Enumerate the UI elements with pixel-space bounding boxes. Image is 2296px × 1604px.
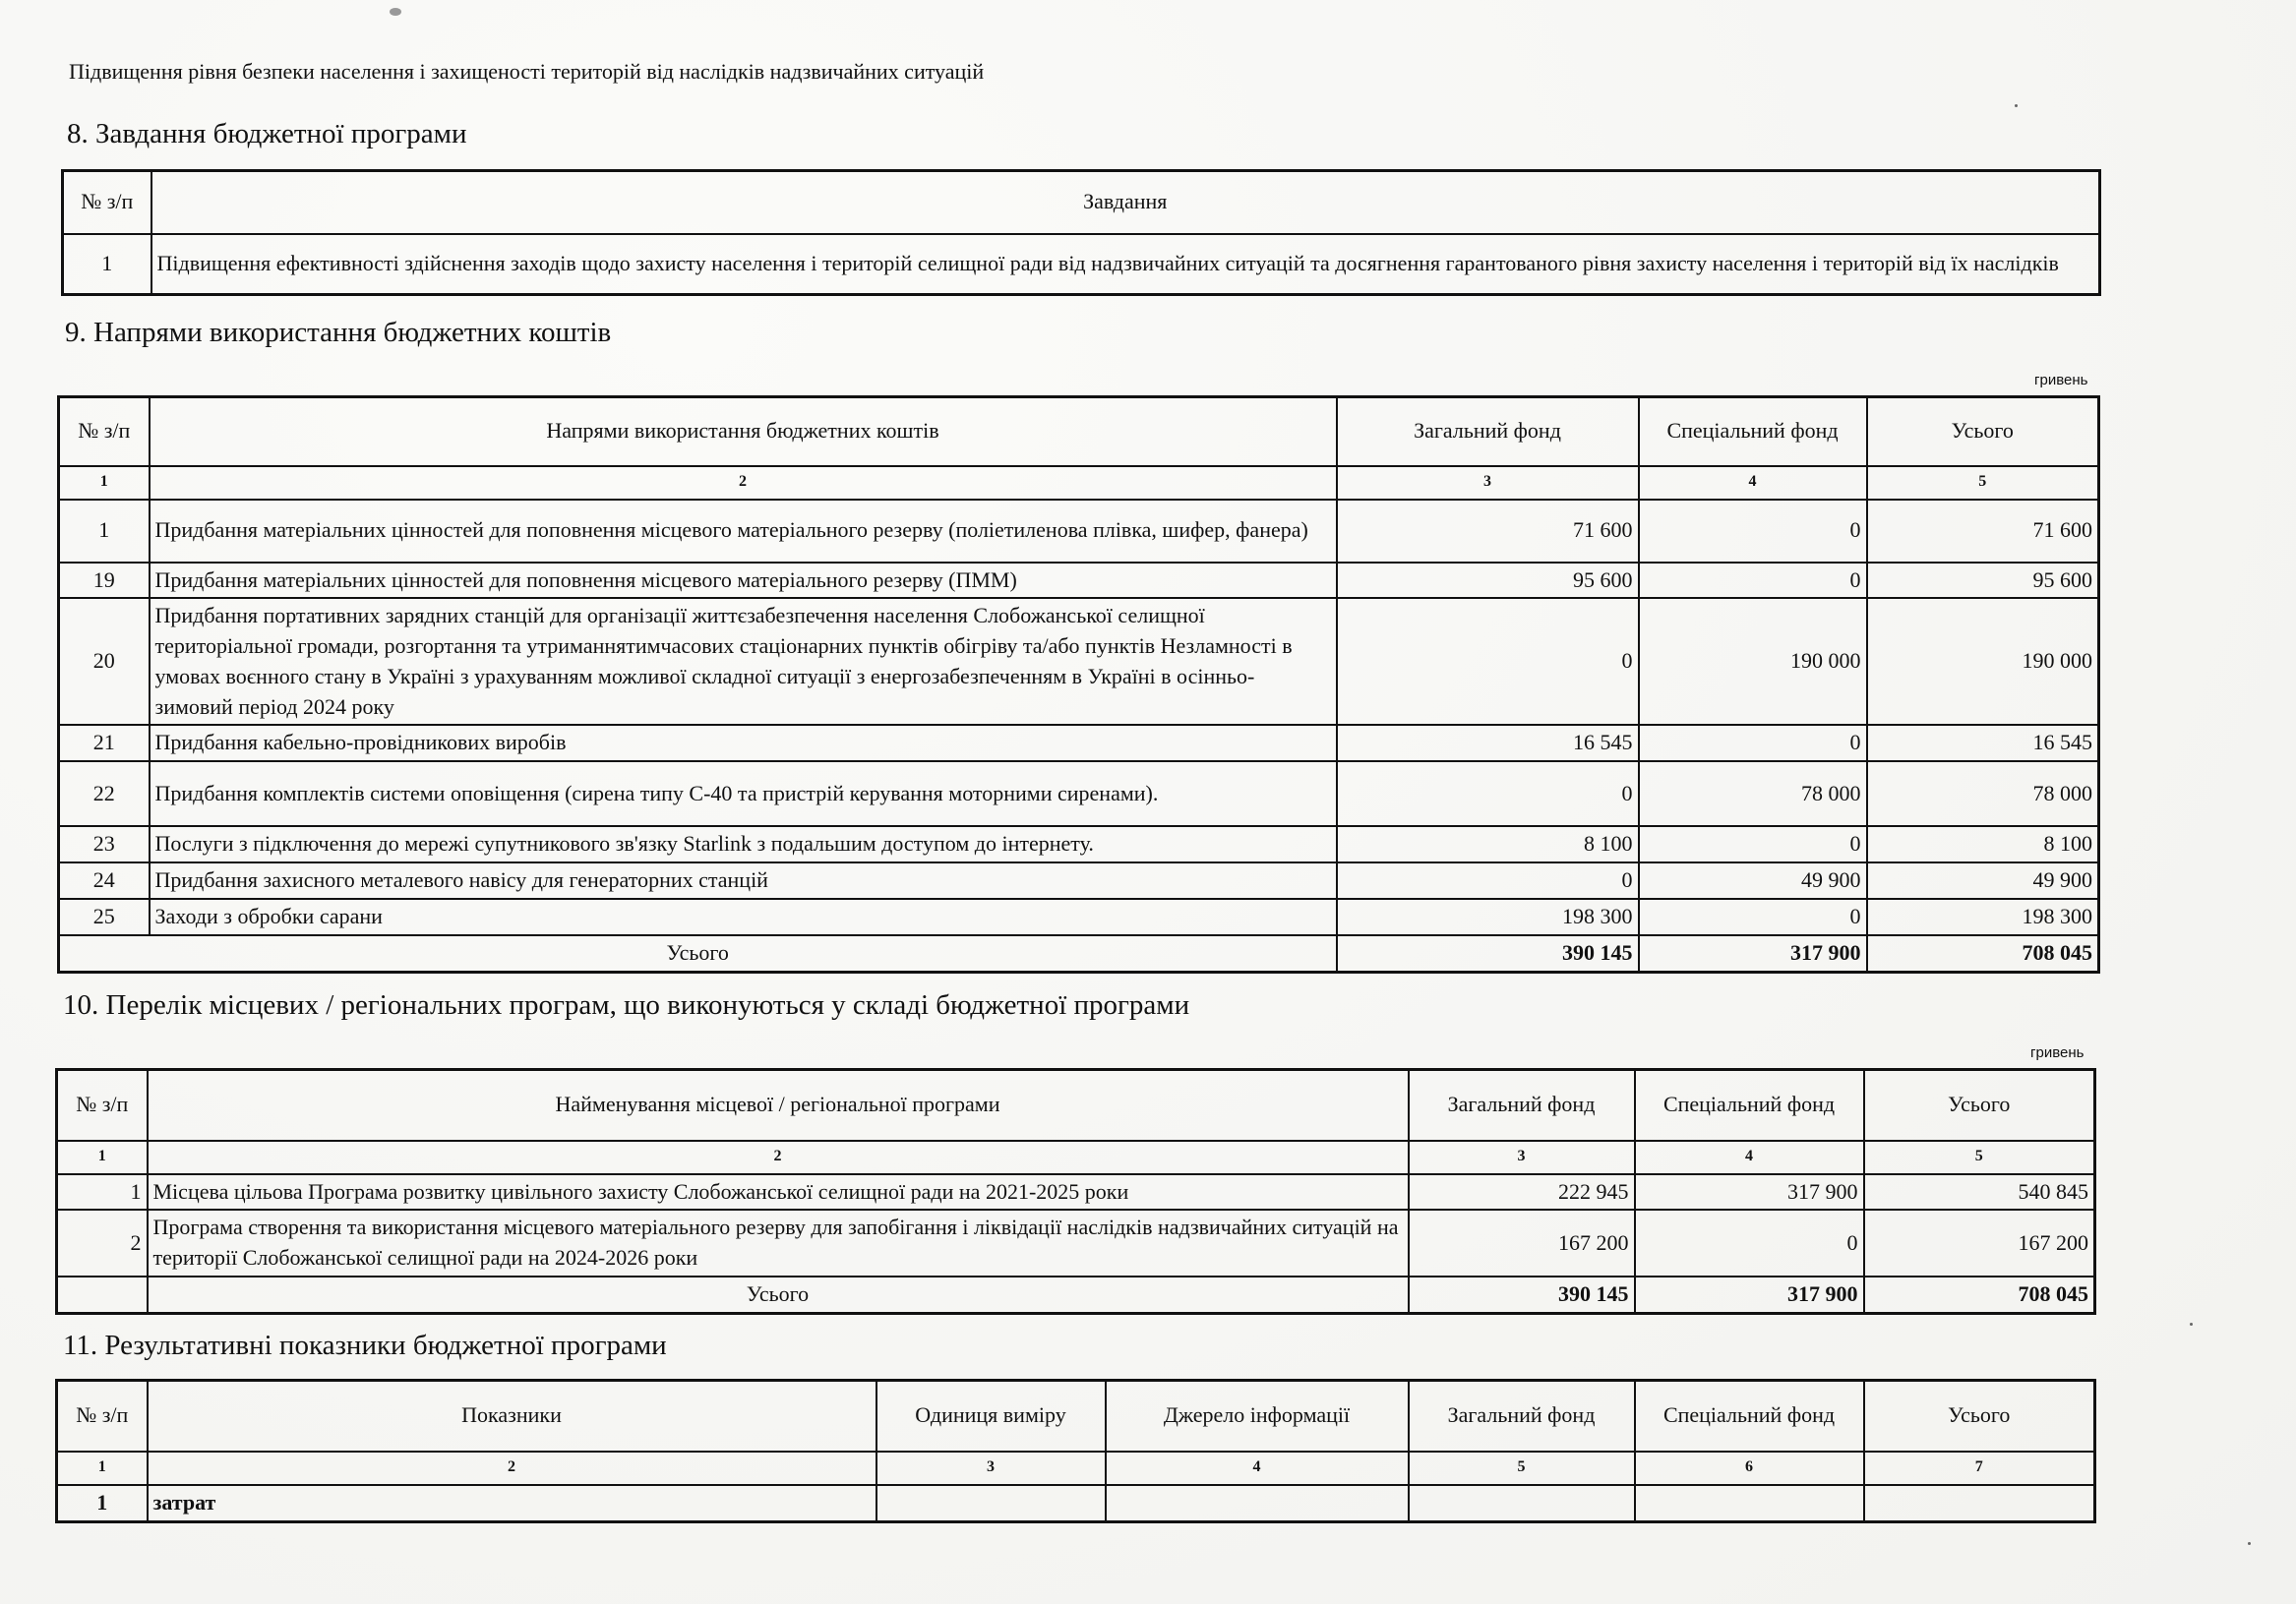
performance-indicators-table xyxy=(55,1379,2096,1523)
row-num: 22 xyxy=(59,761,150,826)
total-value: 49 900 xyxy=(1867,862,2099,899)
colnum-3: 3 xyxy=(876,1452,1106,1485)
col-header-special-fund: Спеціальний фонд xyxy=(1639,397,1867,466)
row-num: 1 xyxy=(57,1174,148,1211)
table-row xyxy=(59,563,2099,599)
programs-header-row xyxy=(57,1070,2095,1141)
direction-name: Придбання захисного металевого навісу для генераторних станцій xyxy=(150,862,1337,899)
table-row xyxy=(57,1210,2095,1277)
table-row xyxy=(59,862,2099,899)
row-num: 23 xyxy=(59,826,150,862)
scan-speck xyxy=(2190,1323,2193,1326)
special-fund-value: 0 xyxy=(1639,500,1867,563)
row-num: 2 xyxy=(57,1210,148,1277)
local-programs-table xyxy=(55,1068,2096,1315)
row-num: 24 xyxy=(59,862,150,899)
col-header-total: Усього xyxy=(1864,1381,2095,1452)
column-numbers-row xyxy=(59,466,2099,500)
col-header-total: Усього xyxy=(1864,1070,2095,1141)
direction-name: Придбання комплектів системи оповіщення (сирена типу С-40 та пристрій керування моторними сиренами). xyxy=(150,761,1337,826)
colnum-1: 1 xyxy=(57,1141,148,1174)
total-label: Усього xyxy=(148,1277,1409,1313)
row-num: 1 xyxy=(57,1485,148,1522)
unit-value xyxy=(876,1485,1106,1522)
row-num: 1 xyxy=(63,234,151,295)
total-row xyxy=(59,935,2099,972)
grand-total: 708 045 xyxy=(1867,935,2099,972)
colnum-1: 1 xyxy=(59,466,150,500)
total-empty-cell xyxy=(57,1277,148,1313)
section-8-title: 8. Завдання бюджетної програми xyxy=(67,118,467,149)
special-fund-value xyxy=(1635,1485,1864,1522)
special-fund-value: 0 xyxy=(1639,826,1867,862)
colnum-2: 2 xyxy=(150,466,1337,500)
general-fund-value xyxy=(1409,1485,1635,1522)
general-fund-total: 390 145 xyxy=(1337,935,1639,972)
table-row xyxy=(63,234,2100,295)
program-subtitle: Підвищення рівня безпеки населення і захищеності територій від наслідків надзвичайних ситуацій xyxy=(69,59,985,84)
table-row xyxy=(59,725,2099,761)
row-num: 19 xyxy=(59,563,150,599)
colnum-4: 4 xyxy=(1639,466,1867,500)
special-fund-total: 317 900 xyxy=(1639,935,1867,972)
special-fund-value: 0 xyxy=(1639,563,1867,599)
special-fund-total: 317 900 xyxy=(1635,1277,1864,1313)
total-value: 8 100 xyxy=(1867,826,2099,862)
colnum-6: 6 xyxy=(1635,1452,1864,1485)
row-num: 25 xyxy=(59,899,150,935)
section-10-title: 10. Перелік місцевих / регіональних програм, що виконуються у складі бюджетної програми xyxy=(63,989,1190,1021)
colnum-4: 4 xyxy=(1106,1452,1409,1485)
row-num: 21 xyxy=(59,725,150,761)
col-header-num: № з/п xyxy=(63,171,151,234)
scan-speck xyxy=(390,8,401,16)
direction-name: Придбання матеріальних цінностей для поповнення місцевого матеріального резерву (поліетиленова плівка, шифер, фанера) xyxy=(150,500,1337,563)
column-numbers-row xyxy=(57,1452,2095,1485)
col-header-special-fund: Спеціальний фонд xyxy=(1635,1381,1864,1452)
total-row xyxy=(57,1277,2095,1313)
indicator-name: затрат xyxy=(148,1485,876,1522)
directions-header-row xyxy=(59,397,2099,466)
col-header-task: Завдання xyxy=(151,171,2100,234)
special-fund-value: 49 900 xyxy=(1639,862,1867,899)
colnum-4: 4 xyxy=(1635,1141,1864,1174)
total-value: 95 600 xyxy=(1867,563,2099,599)
general-fund-value: 198 300 xyxy=(1337,899,1639,935)
colnum-3: 3 xyxy=(1409,1141,1635,1174)
direction-name: Послуги з підключення до мережі супутникового зв'язку Starlink з подальшим доступом до інтернету. xyxy=(150,826,1337,862)
general-fund-value: 167 200 xyxy=(1409,1210,1635,1277)
colnum-5: 5 xyxy=(1409,1452,1635,1485)
col-header-source: Джерело інформації xyxy=(1106,1381,1409,1452)
col-header-general-fund: Загальний фонд xyxy=(1337,397,1639,466)
table-row xyxy=(59,761,2099,826)
grand-total: 708 045 xyxy=(1864,1277,2095,1313)
budget-directions-table xyxy=(57,395,2100,974)
section-9-title: 9. Напрями використання бюджетних коштів xyxy=(65,317,612,348)
col-header-general-fund: Загальний фонд xyxy=(1409,1381,1635,1452)
colnum-1: 1 xyxy=(57,1452,148,1485)
general-fund-value: 16 545 xyxy=(1337,725,1639,761)
direction-name: Заходи з обробки сарани xyxy=(150,899,1337,935)
section-11-title: 11. Результативні показники бюджетної програми xyxy=(63,1330,667,1361)
col-header-num: № з/п xyxy=(57,1381,148,1452)
colnum-2: 2 xyxy=(148,1452,876,1485)
general-fund-total: 390 145 xyxy=(1409,1277,1635,1313)
table-row xyxy=(59,899,2099,935)
special-fund-value: 78 000 xyxy=(1639,761,1867,826)
direction-name: Придбання кабельно-провідникових виробів xyxy=(150,725,1337,761)
program-name: Програма створення та використання місцевого матеріального резерву для запобігання і ліквідації наслідків надзвичайних ситуацій на території Слобожанської селищної ради на 2024-2026 роки xyxy=(148,1210,1409,1277)
column-numbers-row xyxy=(57,1141,2095,1174)
direction-name: Придбання матеріальних цінностей для поповнення місцевого матеріального резерву (ПММ) xyxy=(150,563,1337,599)
total-value xyxy=(1864,1485,2095,1522)
colnum-3: 3 xyxy=(1337,466,1639,500)
col-header-special-fund: Спеціальний фонд xyxy=(1635,1070,1864,1141)
general-fund-value: 222 945 xyxy=(1409,1174,1635,1211)
total-value: 78 000 xyxy=(1867,761,2099,826)
special-fund-value: 0 xyxy=(1639,725,1867,761)
table-row xyxy=(57,1174,2095,1211)
total-value: 190 000 xyxy=(1867,598,2099,725)
special-fund-value: 317 900 xyxy=(1635,1174,1864,1211)
general-fund-value: 71 600 xyxy=(1337,500,1639,563)
colnum-2: 2 xyxy=(148,1141,1409,1174)
indicators-header-row xyxy=(57,1381,2095,1452)
source-value xyxy=(1106,1485,1409,1522)
table-row xyxy=(57,1485,2095,1522)
special-fund-value: 190 000 xyxy=(1639,598,1867,725)
col-header-unit: Одиниця виміру xyxy=(876,1381,1106,1452)
general-fund-value: 0 xyxy=(1337,862,1639,899)
currency-unit-label: гривень xyxy=(2034,372,2088,388)
general-fund-value: 95 600 xyxy=(1337,563,1639,599)
general-fund-value: 8 100 xyxy=(1337,826,1639,862)
total-value: 167 200 xyxy=(1864,1210,2095,1277)
col-header-total: Усього xyxy=(1867,397,2099,466)
special-fund-value: 0 xyxy=(1639,899,1867,935)
colnum-7: 7 xyxy=(1864,1452,2095,1485)
colnum-5: 5 xyxy=(1864,1141,2095,1174)
program-name: Місцева цільова Програма розвитку цивільного захисту Слобожанської селищної ради на 2021-2025 роки xyxy=(148,1174,1409,1211)
scan-speck xyxy=(2248,1542,2251,1545)
total-value: 540 845 xyxy=(1864,1174,2095,1211)
total-label: Усього xyxy=(59,935,1337,972)
row-num: 1 xyxy=(59,500,150,563)
direction-name: Придбання портативних зарядних станцій для організації життєзабезпечення населення Слобожанської селищної територіальної громади, розгортання та утриманнятимчасових стаціонарних пунктів обігріву та/або пунктів Незламності в умовах воєнного стану в Україні з урахуванням можливої складної ситуації з енергозабезпеченням в Україні в осінньо-зимовий період 2024 року xyxy=(150,598,1337,725)
col-header-general-fund: Загальний фонд xyxy=(1409,1070,1635,1141)
colnum-5: 5 xyxy=(1867,466,2099,500)
col-header-program-name: Найменування місцевої / регіональної програми xyxy=(148,1070,1409,1141)
total-value: 16 545 xyxy=(1867,725,2099,761)
col-header-direction: Напрями використання бюджетних коштів xyxy=(150,397,1337,466)
total-value: 198 300 xyxy=(1867,899,2099,935)
table-row xyxy=(59,826,2099,862)
currency-unit-label: гривень xyxy=(2030,1044,2085,1061)
col-header-indicators: Показники xyxy=(148,1381,876,1452)
task-text: Підвищення ефективності здійснення заходів щодо захисту населення і територій селищної ради від надзвичайних ситуацій та досягнення гарантованого рівня захисту населення і територій від їх наслідків xyxy=(151,234,2100,295)
col-header-num: № з/п xyxy=(57,1070,148,1141)
total-value: 71 600 xyxy=(1867,500,2099,563)
scan-speck xyxy=(2015,104,2018,107)
general-fund-value: 0 xyxy=(1337,761,1639,826)
table-row xyxy=(59,598,2099,725)
row-num: 20 xyxy=(59,598,150,725)
general-fund-value: 0 xyxy=(1337,598,1639,725)
col-header-num: № з/п xyxy=(59,397,150,466)
table-row xyxy=(59,500,2099,563)
tasks-table xyxy=(61,169,2101,296)
special-fund-value: 0 xyxy=(1635,1210,1864,1277)
tasks-header-row xyxy=(63,171,2100,234)
